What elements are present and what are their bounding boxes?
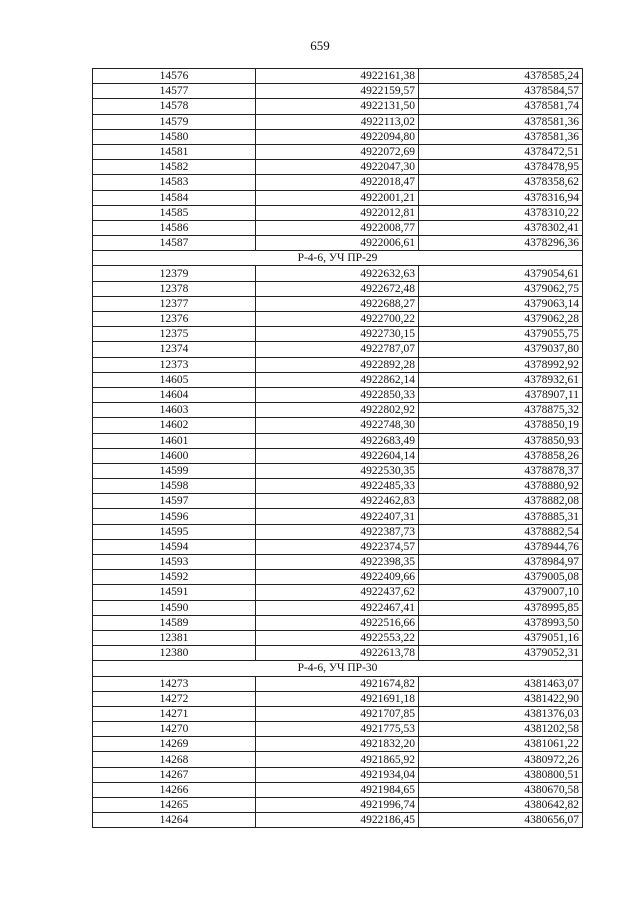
table-row	[93, 767, 583, 782]
point-number-cell: 14595	[93, 524, 256, 539]
point-number-cell: 14264	[93, 813, 256, 828]
point-number-cell: 14591	[93, 585, 256, 600]
table-row	[93, 600, 583, 615]
x-coordinate-cell: 4922094,80	[256, 129, 419, 144]
x-coordinate-cell: 4922672,48	[256, 281, 419, 296]
y-coordinate-cell: 4378932,61	[419, 372, 583, 387]
table-row	[93, 357, 583, 372]
y-coordinate-cell: 4378581,74	[419, 99, 583, 114]
x-coordinate-cell: 4921707,85	[256, 706, 419, 721]
point-number-cell: 12381	[93, 630, 256, 645]
point-number-cell: 14267	[93, 767, 256, 782]
point-number-cell: 14596	[93, 509, 256, 524]
table-row	[93, 281, 583, 296]
y-coordinate-cell: 4378882,08	[419, 494, 583, 509]
y-coordinate-cell: 4378880,92	[419, 479, 583, 494]
x-coordinate-cell: 4921832,20	[256, 737, 419, 752]
y-coordinate-cell: 4381061,22	[419, 737, 583, 752]
y-coordinate-cell: 4378984,97	[419, 555, 583, 570]
x-coordinate-cell: 4922467,41	[256, 600, 419, 615]
table-row	[93, 509, 583, 524]
table-row	[93, 691, 583, 706]
y-coordinate-cell: 4379062,75	[419, 281, 583, 296]
table-row	[93, 524, 583, 539]
point-number-cell: 14582	[93, 160, 256, 175]
table-row	[93, 266, 583, 281]
point-number-cell: 14599	[93, 463, 256, 478]
x-coordinate-cell: 4922012,81	[256, 205, 419, 220]
table-row	[93, 752, 583, 767]
x-coordinate-cell: 4921865,92	[256, 752, 419, 767]
y-coordinate-cell: 4379055,75	[419, 327, 583, 342]
point-number-cell: 14268	[93, 752, 256, 767]
point-number-cell: 14600	[93, 448, 256, 463]
point-number-cell: 14576	[93, 69, 256, 84]
coordinates-table	[92, 68, 583, 828]
y-coordinate-cell: 4378581,36	[419, 114, 583, 129]
y-coordinate-cell: 4378992,92	[419, 357, 583, 372]
x-coordinate-cell: 4921775,53	[256, 722, 419, 737]
y-coordinate-cell: 4378850,19	[419, 418, 583, 433]
table-row	[93, 387, 583, 402]
point-number-cell: 14604	[93, 387, 256, 402]
y-coordinate-cell: 4378302,41	[419, 220, 583, 235]
y-coordinate-cell: 4378850,93	[419, 433, 583, 448]
x-coordinate-cell: 4921996,74	[256, 798, 419, 813]
point-number-cell: 14270	[93, 722, 256, 737]
table-row	[93, 175, 583, 190]
table-row	[93, 813, 583, 828]
point-number-cell: 14586	[93, 220, 256, 235]
x-coordinate-cell: 4922683,49	[256, 433, 419, 448]
section-heading: Р-4-6, УЧ ПР-29	[93, 251, 583, 266]
x-coordinate-cell: 4922374,57	[256, 539, 419, 554]
point-number-cell: 14605	[93, 372, 256, 387]
x-coordinate-cell: 4922387,73	[256, 524, 419, 539]
point-number-cell: 14269	[93, 737, 256, 752]
table-row	[93, 372, 583, 387]
table-row	[93, 555, 583, 570]
table-row	[93, 722, 583, 737]
x-coordinate-cell: 4922787,07	[256, 342, 419, 357]
x-coordinate-cell: 4922485,33	[256, 479, 419, 494]
x-coordinate-cell: 4922006,61	[256, 236, 419, 251]
table-row	[93, 84, 583, 99]
x-coordinate-cell: 4921674,82	[256, 676, 419, 691]
point-number-cell: 12380	[93, 646, 256, 661]
table-row	[93, 144, 583, 159]
table-row	[93, 706, 583, 721]
point-number-cell: 14580	[93, 129, 256, 144]
point-number-cell: 14589	[93, 615, 256, 630]
x-coordinate-cell: 4922018,47	[256, 175, 419, 190]
table-row	[93, 190, 583, 205]
y-coordinate-cell: 4379054,61	[419, 266, 583, 281]
point-number-cell: 14272	[93, 691, 256, 706]
x-coordinate-cell: 4921934,04	[256, 767, 419, 782]
y-coordinate-cell: 4379062,28	[419, 312, 583, 327]
x-coordinate-cell: 4922516,66	[256, 615, 419, 630]
table-row	[93, 676, 583, 691]
table-row	[93, 782, 583, 797]
y-coordinate-cell: 4378316,94	[419, 190, 583, 205]
point-number-cell: 14592	[93, 570, 256, 585]
section-heading: Р-4-6, УЧ ПР-30	[93, 661, 583, 676]
y-coordinate-cell: 4378858,26	[419, 448, 583, 463]
x-coordinate-cell: 4921984,65	[256, 782, 419, 797]
table-row	[93, 236, 583, 251]
point-number-cell: 14266	[93, 782, 256, 797]
point-number-cell: 14593	[93, 555, 256, 570]
y-coordinate-cell: 4379063,14	[419, 296, 583, 311]
point-number-cell: 12377	[93, 296, 256, 311]
x-coordinate-cell: 4922850,33	[256, 387, 419, 402]
y-coordinate-cell: 4378296,36	[419, 236, 583, 251]
y-coordinate-cell: 4378472,51	[419, 144, 583, 159]
y-coordinate-cell: 4378878,37	[419, 463, 583, 478]
table-row	[93, 418, 583, 433]
table-row	[93, 69, 583, 84]
point-number-cell: 12376	[93, 312, 256, 327]
y-coordinate-cell: 4379037,80	[419, 342, 583, 357]
point-number-cell: 14598	[93, 479, 256, 494]
y-coordinate-cell: 4381422,90	[419, 691, 583, 706]
y-coordinate-cell: 4381202,58	[419, 722, 583, 737]
table-row	[93, 296, 583, 311]
table-row	[93, 205, 583, 220]
y-coordinate-cell: 4378478,95	[419, 160, 583, 175]
point-number-cell: 14585	[93, 205, 256, 220]
page-number: 659	[310, 38, 330, 53]
x-coordinate-cell: 4922530,35	[256, 463, 419, 478]
y-coordinate-cell: 4378310,22	[419, 205, 583, 220]
x-coordinate-cell: 4922008,77	[256, 220, 419, 235]
point-number-cell: 14587	[93, 236, 256, 251]
table-row	[93, 798, 583, 813]
x-coordinate-cell: 4922047,30	[256, 160, 419, 175]
point-number-cell: 14602	[93, 418, 256, 433]
table-row	[93, 615, 583, 630]
table-row	[93, 160, 583, 175]
point-number-cell: 12378	[93, 281, 256, 296]
point-number-cell: 14581	[93, 144, 256, 159]
table-row	[93, 342, 583, 357]
section-heading-row	[93, 661, 583, 676]
point-number-cell: 14265	[93, 798, 256, 813]
table-row	[93, 114, 583, 129]
x-coordinate-cell: 4922001,21	[256, 190, 419, 205]
point-number-cell: 14597	[93, 494, 256, 509]
table-row	[93, 585, 583, 600]
y-coordinate-cell: 4380800,51	[419, 767, 583, 782]
x-coordinate-cell: 4922159,57	[256, 84, 419, 99]
table-row	[93, 403, 583, 418]
y-coordinate-cell: 4379007,10	[419, 585, 583, 600]
x-coordinate-cell: 4922437,62	[256, 585, 419, 600]
x-coordinate-cell: 4922462,83	[256, 494, 419, 509]
y-coordinate-cell: 4379005,08	[419, 570, 583, 585]
y-coordinate-cell: 4381376,03	[419, 706, 583, 721]
point-number-cell: 14601	[93, 433, 256, 448]
x-coordinate-cell: 4922700,22	[256, 312, 419, 327]
x-coordinate-cell: 4922409,66	[256, 570, 419, 585]
x-coordinate-cell: 4922688,27	[256, 296, 419, 311]
y-coordinate-cell: 4378875,32	[419, 403, 583, 418]
y-coordinate-cell: 4378907,11	[419, 387, 583, 402]
y-coordinate-cell: 4379051,16	[419, 630, 583, 645]
y-coordinate-cell: 4378585,24	[419, 69, 583, 84]
x-coordinate-cell: 4922748,30	[256, 418, 419, 433]
table-row	[93, 129, 583, 144]
y-coordinate-cell: 4381463,07	[419, 676, 583, 691]
x-coordinate-cell: 4922072,69	[256, 144, 419, 159]
y-coordinate-cell: 4378995,85	[419, 600, 583, 615]
table-row	[93, 327, 583, 342]
x-coordinate-cell: 4922802,92	[256, 403, 419, 418]
x-coordinate-cell: 4922186,45	[256, 813, 419, 828]
y-coordinate-cell: 4378993,50	[419, 615, 583, 630]
point-number-cell: 14271	[93, 706, 256, 721]
point-number-cell: 14273	[93, 676, 256, 691]
table-row	[93, 312, 583, 327]
point-number-cell: 14578	[93, 99, 256, 114]
point-number-cell: 14594	[93, 539, 256, 554]
table-row	[93, 737, 583, 752]
coordinates-table-body	[93, 69, 583, 828]
y-coordinate-cell: 4378885,31	[419, 509, 583, 524]
point-number-cell: 14583	[93, 175, 256, 190]
point-number-cell: 14577	[93, 84, 256, 99]
table-row	[93, 463, 583, 478]
y-coordinate-cell: 4378358,62	[419, 175, 583, 190]
table-row	[93, 570, 583, 585]
x-coordinate-cell: 4922892,28	[256, 357, 419, 372]
point-number-cell: 12375	[93, 327, 256, 342]
y-coordinate-cell: 4378882,54	[419, 524, 583, 539]
table-row	[93, 494, 583, 509]
x-coordinate-cell: 4922730,15	[256, 327, 419, 342]
section-heading-row	[93, 251, 583, 266]
x-coordinate-cell: 4922553,22	[256, 630, 419, 645]
x-coordinate-cell: 4922161,38	[256, 69, 419, 84]
table-row	[93, 448, 583, 463]
y-coordinate-cell: 4378581,36	[419, 129, 583, 144]
x-coordinate-cell: 4921691,18	[256, 691, 419, 706]
x-coordinate-cell: 4922604,14	[256, 448, 419, 463]
y-coordinate-cell: 4378584,57	[419, 84, 583, 99]
point-number-cell: 14603	[93, 403, 256, 418]
x-coordinate-cell: 4922131,50	[256, 99, 419, 114]
point-number-cell: 14579	[93, 114, 256, 129]
table-row	[93, 630, 583, 645]
point-number-cell: 14590	[93, 600, 256, 615]
x-coordinate-cell: 4922113,02	[256, 114, 419, 129]
point-number-cell: 12374	[93, 342, 256, 357]
table-row	[93, 99, 583, 114]
y-coordinate-cell: 4380656,07	[419, 813, 583, 828]
y-coordinate-cell: 4378944,76	[419, 539, 583, 554]
table-row	[93, 220, 583, 235]
x-coordinate-cell: 4922398,35	[256, 555, 419, 570]
y-coordinate-cell: 4380642,82	[419, 798, 583, 813]
table-row	[93, 539, 583, 554]
point-number-cell: 14584	[93, 190, 256, 205]
y-coordinate-cell: 4379052,31	[419, 646, 583, 661]
x-coordinate-cell: 4922862,14	[256, 372, 419, 387]
table-row	[93, 433, 583, 448]
y-coordinate-cell: 4380670,58	[419, 782, 583, 797]
x-coordinate-cell: 4922632,63	[256, 266, 419, 281]
x-coordinate-cell: 4922407,31	[256, 509, 419, 524]
y-coordinate-cell: 4380972,26	[419, 752, 583, 767]
point-number-cell: 12379	[93, 266, 256, 281]
point-number-cell: 12373	[93, 357, 256, 372]
x-coordinate-cell: 4922613,78	[256, 646, 419, 661]
table-row	[93, 479, 583, 494]
table-row	[93, 646, 583, 661]
